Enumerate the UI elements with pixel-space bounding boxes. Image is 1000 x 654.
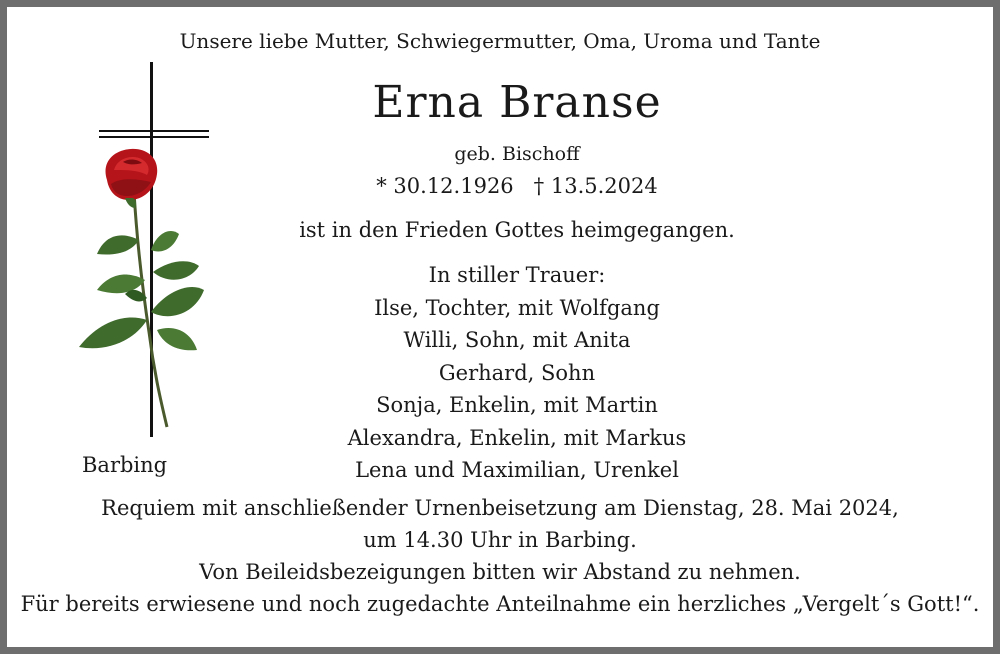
deceased-name: Erna Branse xyxy=(372,77,662,128)
birth-name: geb. Bischoff xyxy=(454,143,580,165)
place-name: Barbing xyxy=(82,453,168,477)
footer-block xyxy=(7,492,993,620)
obituary-card xyxy=(7,7,993,647)
footer-line: um 14.30 Uhr in Barbing. xyxy=(363,528,637,552)
birth-date: * 30.12.1926 xyxy=(376,174,514,198)
footer-line: Für bereits erwiesene und noch zugedachte Anteilnahme ein herzliches „Vergelt´s Gott!“. xyxy=(20,592,980,616)
mourner-line: Gerhard, Sohn xyxy=(438,360,596,385)
life-dates xyxy=(257,174,777,198)
death-date: † 13.5.2024 xyxy=(533,174,658,198)
mourner-line: Willi, Sohn, mit Anita xyxy=(403,328,631,352)
mourner-line: Ilse, Tochter, mit Wolfgang xyxy=(374,295,660,320)
mourner-line: Alexandra, Enkelin, mit Markus xyxy=(347,425,687,450)
mourner-line: Sonja, Enkelin, mit Martin xyxy=(376,393,658,417)
cross-with-rose-icon xyxy=(39,62,219,447)
mourners-heading: In stiller Trauer: xyxy=(428,263,606,287)
mourners-block xyxy=(257,259,777,487)
intro-line: Unsere liebe Mutter, Schwiegermutter, Oma, Uroma und Tante xyxy=(179,29,821,53)
mourner-line: Lena und Maximilian, Urenkel xyxy=(355,458,679,482)
footer-line: Requiem mit anschließender Urnenbeisetzung am Dienstag, 28. Mai 2024, xyxy=(101,496,899,520)
footer-line: Von Beileidsbezeigungen bitten wir Abstand zu nehmen. xyxy=(199,560,801,584)
passed-line: ist in den Frieden Gottes heimgegangen. xyxy=(299,218,735,242)
